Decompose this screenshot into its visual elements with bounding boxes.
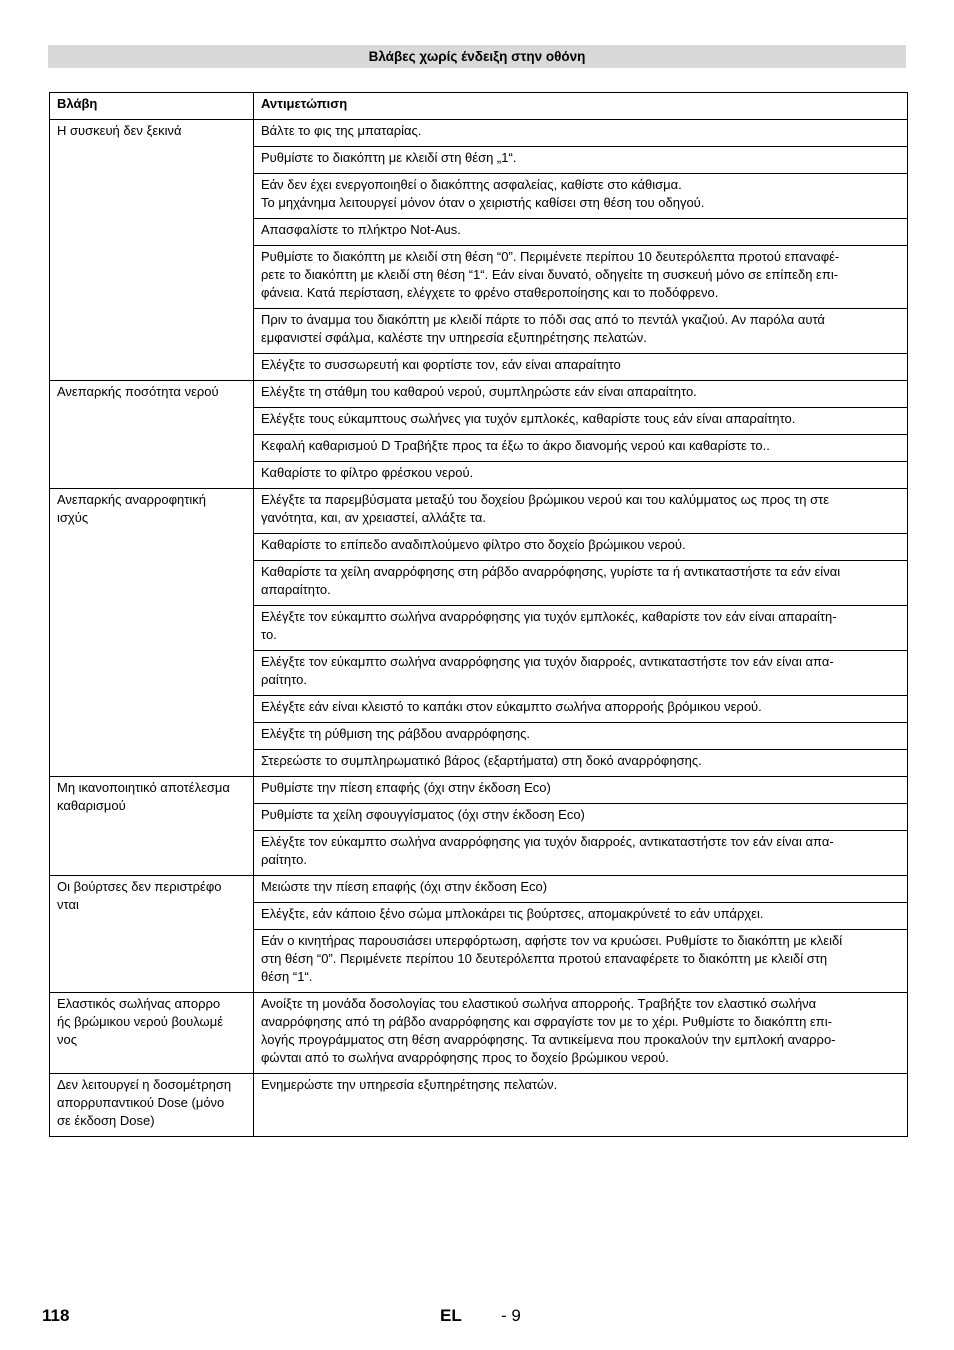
remedy-text-line: αναρρόφησης από τη ράβδο αναρρόφησης και σφραγίστε τον με το χέρι. Ρυθμίστε το διακόπτη επι- xyxy=(261,1014,832,1029)
fault-text-line: καθαρισμού xyxy=(57,798,126,813)
fault-text-line: Δεν λειτουργεί η δοσομέτρηση xyxy=(57,1077,232,1092)
remedy-text-line: θέση “1“. xyxy=(261,969,313,984)
table-header xyxy=(50,93,908,120)
fault-cell xyxy=(50,381,254,489)
remedy-cell xyxy=(254,120,908,147)
remedy-text-line: Καθαρίστε τα χείλη αναρρόφησης στη ράβδο αναρρόφησης, γυρίστε τα ή αντικαταστήστε τα εάν είναι xyxy=(261,564,841,579)
remedy-text-line: Ελέγξτε το συσσωρευτή και φορτίστε τον, εάν είναι απαραίτητο xyxy=(261,357,621,372)
column-header-fault: Βλάβη xyxy=(50,93,254,120)
remedy-cell xyxy=(254,876,908,903)
remedy-cell xyxy=(254,993,908,1074)
remedy-text-line: Ανοίξτε τη μονάδα δοσολογίας του ελαστικού σωλήνα απορροής. Τραβήξτε τον ελαστικό σωλήνα xyxy=(261,996,817,1011)
page-number: 118 xyxy=(42,1306,70,1325)
remedy-text-line: φάνεια. Κατά περίσταση, ελέγχετε το φρένο σταθεροποίησης και το ποδόφρενο. xyxy=(261,285,719,300)
fault-text-line: ής βρώμικου νερού βουλωμέ xyxy=(57,1014,223,1029)
remedy-text-line: Ελέγξτε εάν είναι κλειστό το καπάκι στον εύκαμπτο σωλήνα απορροής βρόμικου νερού. xyxy=(261,699,762,714)
remedy-text-line: λογής προγράμματος στη θέση αναρρόφησης. Τα αντικείμενα που προκαλούν την εμπλοκή αναρρο- xyxy=(261,1032,836,1047)
table-row xyxy=(50,381,908,408)
table-row xyxy=(50,1074,908,1137)
remedy-cell xyxy=(254,462,908,489)
table-row xyxy=(50,489,908,534)
remedy-text-line: Ελέγξτε, εάν κάποιο ξένο σώμα μπλοκάρει τις βούρτσες, απομακρύνετέ το εάν υπάρχει. xyxy=(261,906,764,921)
fault-cell xyxy=(50,876,254,993)
fault-text-line: απορρυπαντικού Dose (μόνο xyxy=(57,1095,225,1110)
table-row xyxy=(50,876,908,903)
remedy-text-line: Ελέγξτε τη ρύθμιση της ράβδου αναρρόφησης. xyxy=(261,726,530,741)
fault-text-line: ισχύς xyxy=(57,510,89,525)
fault-text-line: Μη ικανοποιητικό αποτέλεσμα xyxy=(57,780,230,795)
remedy-text-line: Ελέγξτε τον εύκαμπτο σωλήνα αναρρόφησης για τυχόν διαρροές, αντικαταστήστε τον εάν είναι απα- xyxy=(261,834,834,849)
fault-cell xyxy=(50,1074,254,1137)
remedy-text-line: Ρυθμίστε το διακόπτη με κλειδί στη θέση „1“. xyxy=(261,150,517,165)
remedy-text-line: στη θέση “0”. Περιμένετε περίπου 10 δευτερόλεπτα προτού επαναφέρετε το διακόπτη με κλειδί στη xyxy=(261,951,828,966)
remedy-text-line: Μειώστε την πίεση επαφής (όχι στην έκδοση Eco) xyxy=(261,879,548,894)
remedy-cell xyxy=(254,309,908,354)
fault-text-line: Ανεπαρκής ποσότητα νερού xyxy=(57,384,219,399)
remedy-text-line: Βάλτε το φις της μπαταρίας. xyxy=(261,123,422,138)
remedy-cell xyxy=(254,174,908,219)
remedy-cell xyxy=(254,831,908,876)
remedy-text-line: Καθαρίστε το φίλτρο φρέσκου νερού. xyxy=(261,465,474,480)
remedy-text-line: Ενημερώστε την υπηρεσία εξυπηρέτησης πελατών. xyxy=(261,1077,558,1092)
language-code: EL xyxy=(440,1306,462,1325)
remedy-text-line: Εάν ο κινητήρας παρουσιάσει υπερφόρτωση, αφήστε τον να κρυώσει. Ρυθμίστε το διακόπτη με κλειδί xyxy=(261,933,843,948)
remedy-text-line: γανότητα, και, αν χρειαστεί, αλλάξτε τα. xyxy=(261,510,486,525)
remedy-text-line: Στερεώστε το συμπληρωματικό βάρος (εξαρτήματα) στη δοκό αναρρόφησης. xyxy=(261,753,702,768)
fault-text-line: νος xyxy=(57,1032,77,1047)
remedy-text-line: Ελέγξτε τον εύκαμπτο σωλήνα αναρρόφησης για τυχόν εμπλοκές, καθαρίστε τον εάν είναι απαραίτη- xyxy=(261,609,837,624)
fault-cell xyxy=(50,777,254,876)
remedy-text-line: ραίτητο. xyxy=(261,852,307,867)
troubleshooting-table xyxy=(49,92,908,1137)
fault-text-line: σε έκδοση Dose) xyxy=(57,1113,155,1128)
fault-cell xyxy=(50,120,254,381)
remedy-text-line: Ρυθμίστε τα χείλη σφουγγίσματος (όχι στην έκδοση Eco) xyxy=(261,807,585,822)
remedy-cell xyxy=(254,147,908,174)
fault-text-line: νται xyxy=(57,897,79,912)
remedy-cell xyxy=(254,651,908,696)
remedy-cell xyxy=(254,381,908,408)
table-body xyxy=(50,120,908,1137)
remedy-text-line: ραίτητο. xyxy=(261,672,307,687)
remedy-text-line: φώνται από το σωλήνα αναρρόφησης προς το δοχείο βρώμικου νερού. xyxy=(261,1050,669,1065)
fault-text-line: Ελαστικός σωλήνας απορρο xyxy=(57,996,221,1011)
section-title: Βλάβες χωρίς ένδειξη στην οθόνη xyxy=(48,45,906,68)
section-page-number: - 9 xyxy=(501,1306,521,1325)
remedy-text-line: εμφανιστεί σφάλμα, καλέστε την υπηρεσία εξυπηρέτησης πελατών. xyxy=(261,330,647,345)
remedy-cell xyxy=(254,246,908,309)
remedy-cell xyxy=(254,489,908,534)
remedy-cell xyxy=(254,561,908,606)
remedy-text-line: Καθαρίστε το επίπεδο αναδιπλούμενο φίλτρο στο δοχείο βρώμικου νερού. xyxy=(261,537,686,552)
remedy-cell xyxy=(254,903,908,930)
remedy-text-line: το. xyxy=(261,627,277,642)
fault-text-line: Οι βούρτσες δεν περιστρέφο xyxy=(57,879,222,894)
table-header-row xyxy=(50,93,908,120)
remedy-cell xyxy=(254,219,908,246)
remedy-cell xyxy=(254,606,908,651)
table-row xyxy=(50,777,908,804)
remedy-cell xyxy=(254,408,908,435)
remedy-text-line: Ελέγξτε τους εύκαμπτους σωλήνες για τυχόν εμπλοκές, καθαρίστε τους εάν είναι απαραίτητο. xyxy=(261,411,796,426)
table-row xyxy=(50,993,908,1074)
fault-cell xyxy=(50,489,254,777)
column-header-remedy: Αντιμετώπιση xyxy=(254,93,908,120)
remedy-text-line: Πριν το άναμμα του διακόπτη με κλειδί πάρτε το πόδι σας από το πεντάλ γκαζιού. Αν παρόλα αυτά xyxy=(261,312,825,327)
remedy-text-line: Ρυθμίστε το διακόπτη με κλειδί στη θέση “0”. Περιμένετε περίπου 10 δευτερόλεπτα προτού επαναφέ- xyxy=(261,249,840,264)
remedy-text-line: Κεφαλή καθαρισμού D Τραβήξτε προς τα έξω το άκρο διανομής νερού και καθαρίστε το.. xyxy=(261,438,770,453)
remedy-cell xyxy=(254,534,908,561)
remedy-text-line: Εάν δεν έχει ενεργοποιηθεί ο διακόπτης ασφαλείας, καθίστε στο κάθισμα. xyxy=(261,177,682,192)
remedy-cell xyxy=(254,750,908,777)
remedy-cell xyxy=(254,723,908,750)
remedy-text-line: Ελέγξτε τη στάθμη του καθαρού νερού, συμπληρώστε εάν είναι απαραίτητο. xyxy=(261,384,697,399)
remedy-text-line: απαραίτητο. xyxy=(261,582,331,597)
remedy-text-line: Ελέγξτε τον εύκαμπτο σωλήνα αναρρόφησης για τυχόν διαρροές, αντικαταστήστε τον εάν είναι απα- xyxy=(261,654,834,669)
remedy-cell xyxy=(254,777,908,804)
remedy-cell xyxy=(254,930,908,993)
remedy-cell xyxy=(254,354,908,381)
remedy-text-line: Το μηχάνημα λειτουργεί μόνον όταν ο χειριστής καθίσει στη θέση του οδηγού. xyxy=(261,195,705,210)
fault-text-line: Η συσκευή δεν ξεκινά xyxy=(57,123,182,138)
remedy-cell xyxy=(254,804,908,831)
remedy-text-line: Ελέγξτε τα παρεμβύσματα μεταξύ του δοχείου βρώμικου νερού και του καλύμματος ως προς τη στε xyxy=(261,492,830,507)
remedy-text-line: Ρυθμίστε την πίεση επαφής (όχι στην έκδοση Eco) xyxy=(261,780,551,795)
remedy-cell xyxy=(254,1074,908,1137)
remedy-cell xyxy=(254,435,908,462)
fault-text-line: Ανεπαρκής αναρροφητική xyxy=(57,492,206,507)
remedy-text-line: ρετε το διακόπτη με κλειδί στη θέση “1“. Εάν είναι δυνατό, οδηγείτε τη συσκευή μόνο σε επίπεδη επι- xyxy=(261,267,839,282)
remedy-cell xyxy=(254,696,908,723)
fault-cell xyxy=(50,993,254,1074)
remedy-text-line: Απασφαλίστε το πλήκτρο Not-Aus. xyxy=(261,222,461,237)
table-row xyxy=(50,120,908,147)
